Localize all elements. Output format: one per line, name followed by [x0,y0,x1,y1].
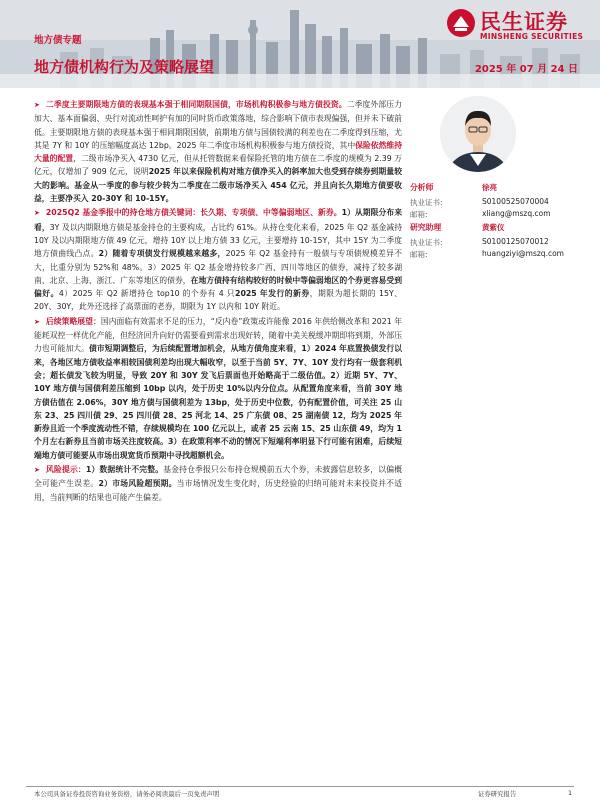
page-number: 1 [568,789,573,797]
arrow-bullet-icon: ➤ [34,209,40,218]
analyst-2-name: 黄紫仪 [482,223,505,232]
analyst-2-email[interactable]: huangziyi@mszq.com [482,249,564,258]
analyst-2-role: 研究助理 [410,223,442,232]
footer-category: 证券研究报告 [478,790,517,798]
analyst-1-cert: S0100525070004 [482,197,549,206]
analyst-2-email-row: 邮箱: huangziyi@mszq.com [410,249,564,259]
brand-logo [446,6,596,46]
paragraph-heading: 风险提示： [45,465,86,475]
analyst-1-email-row: 邮箱: xliang@mszq.com [410,209,551,219]
analyst-1-email[interactable]: xliang@mszq.com [482,209,551,218]
report-title: 地方债机构行为及策略展望 [34,58,215,76]
logo-mark-icon [446,8,476,38]
paragraph-2: ➤ 2025Q2 基金季报中的持仓地方债关键词：长久期、专项债、中等偏弱地区、新券。1）从期限分布来看，3Y 及以内期限地方债是基金持仓的主要构成，占比约 61%。从持仓变化来看，2025 年 Q2 基金减持 10Y 及以内期限地方债 49 亿元，增持 10Y 以上地方债 33 亿元，主要增持 10-15Y，其中 15Y 为二季度地方债曲线凸点。2）随着专项债发行规模越来越多，2025 年 Q2 基金持有一般债与专项债规模差异不大，比重分别为 52%和 48%。3）2025 年 Q2 基金增持较多广西、四川等地区的债券，减持了较多湖南、北京、上海、浙江、广东等地区的债券，在地方债持有结构较好的时候中等偏弱地区的个券更容易受到偏好。4）2025 年 Q2 新增持仓 top10 的个券有 4 只2025 年发行的新券，期限为超长期的 15Y、20Y、30Y，此外还选择了高票面的老券，期限为 1Y 以内和 10Y 附近。 [34,208,403,312]
analyst-photo [440,96,516,172]
analyst-2-row [410,222,505,233]
report-body [34,98,402,505]
footer-disclaimer: 本公司具备证券投资咨询业务资格，请务必阅读最后一页免责声明 [34,790,220,798]
analyst-2-cert-row: 执业证书: S0100125070012 [410,237,549,247]
report-series: 地方债专题 [34,35,82,46]
paragraph-heading: 二季度主要期限地方债的表现基本强于相同期限国债，市场机构积极参与地方债投资。 [45,100,347,109]
report-date: 2025 年 07 月 24 日 [474,64,578,75]
arrow-bullet-icon: ➤ [34,101,40,109]
brand-name-en: MINSHENG SECURITIES [480,32,584,41]
analyst-1-name: 徐亮 [482,183,497,192]
header-banner [0,0,600,88]
arrow-bullet-icon: ➤ [34,317,40,326]
arrow-bullet-icon: ➤ [34,466,40,475]
analyst-1-row [410,182,497,193]
analyst-2-cert: S0100125070012 [482,237,549,246]
paragraph-1: ➤ 二季度主要期限地方债的表现基本强于相同期限国债，市场机构积极参与地方债投资。二季度外部压力加大、基本面偏弱、央行对流动性呵护有加的同时货币政策落地，综合影响下债市表现偏强，但并未下破前低。主要期限地方债的表现基本强于相同期限国债，前期地方债与国债较满的利差也在二季度得到压缩，尤其是 7Y 和 10Y 的压缩幅度高达 12bp。2025 年二季度市场机构积极参与地方债投资，其中保险依然维持大量的配置，二级市场净买入 4730 亿元，但从托管数据来看保险托管的地方债在二季度的规模为 2.39 万亿元，仅增加了 909 亿元，说明2025 年以来保险机构对地方债净买入的斜率加大也受到存续券到期量较大的影响。基金从一季度的参与较少转为二季度在二级市场净买入 454 亿元，并且向长久期地方债要收益，主要净买入 20-30Y 和 10-15Y。 [34,100,403,204]
brand-name-cn: 民生证券 [480,10,568,34]
paragraph-heading: 后续策略展望： [45,316,101,326]
analyst-1-role: 分析师 [410,183,434,192]
paragraph-4: ➤ 风险提示：1）数据统计不完整。基金持仓季报只公布持仓规模前五大个券，未披露信息较多，以偏概全可能产生误差。2）市场风险超预期。当市场情况发生变化时，历史经验的归纳可能对未来投资并不适用，当前判断的结果也可能产生偏差。 [34,465,403,502]
paragraph-3: ➤ 后续策略展望：国内面临有效需求不足的压力，“反内卷”政策或许能像 2016 年供给侧改革和 2021 年能耗双控一样优化产能，但经济回升向好仍需要看到需求出现好转，随着中美关税缓冲期即将到期，外部压力也可能加大。债市短期调整后，为后续配置增加机会，从地方债角度来看，1）2024 年底置换债发行以来，各地区地方债收益率相较国债利差均出现大幅收窄，以至于当前 5Y、7Y、10Y 发行均有一级套利机会；超长债发飞较为明显，导致 20Y 和 30Y 发飞后票面也开始略高于二级估值。2）近期 5Y、7Y、10Y 地方债与国债利差压缩到 10bp 以内，处于历史 10%以内分位点。从配置角度来看，当前 30Y 地方债估值在 2.06%，30Y 地方债与国债利差为 13bp，处于历史中位数，仍有配置价值，可关注 25 山东 23、25 四川债 29、25 四川债 28、25 河北 14、25 广东债 08、25 湖南债 12，均为 2025 年新券且近一个季度流动性不错，存续规模均在 100 亿元以上，或者 25 云南 15、25 山东债 49，均为 1 个月左右新券且当前市场关注度较高。3）在政策利率不动的情况下短端利率明显下行可能有困难，后续短端地方债可能要从市场出现宽货币预期中寻找超额机会。 [34,316,403,460]
paragraph-heading: 2025Q2 基金季报中的持仓地方债关键词：长久期、专项债、中等偏弱地区、新券。 [45,208,342,218]
analyst-1-cert-row: 执业证书: S0100525070004 [410,197,549,207]
footer-divider [26,786,574,787]
